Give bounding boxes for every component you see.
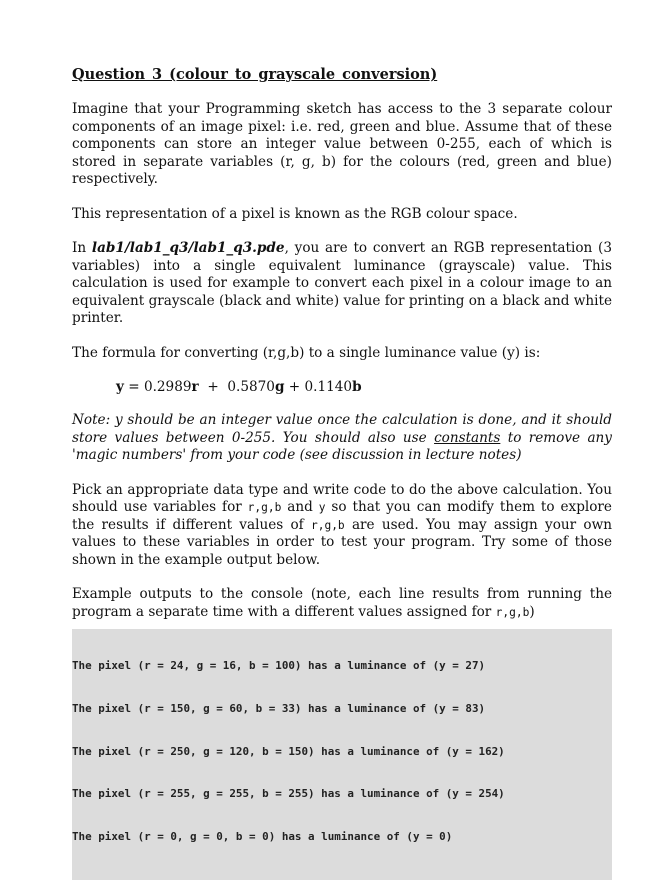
file-path: lab1/lab1_q3/lab1_q3.pde	[91, 240, 285, 256]
console-line: The pixel (r = 24, g = 16, b = 100) has a luminance of (y = 27)	[72, 659, 486, 673]
instructions-paragraph	[72, 482, 612, 570]
console-output	[72, 629, 612, 880]
formula-y: y	[116, 379, 124, 395]
task-paragraph	[72, 240, 612, 328]
question-heading: Question 3 (colour to grayscale conversion)	[72, 66, 438, 83]
instr-t2: and	[281, 499, 319, 515]
formula-plus1: + 0.5870	[198, 379, 275, 395]
note-part1: Note: y should be an integer value once the calculation is done, and it should store values between 0-255. You should also use	[72, 412, 612, 446]
task-suffix: , you are to convert an RGB representation (3 variables) into a single equivalent luminance (grayscale) value. This calculation is used for example to convert each pixel in a colour image to an equivalent grayscale (black and white) value for printing on a black and white printer.	[72, 240, 612, 326]
formula-plus2: + 0.1140	[284, 379, 353, 395]
instr-t3: so that you can modify them to explore the results if different values of	[72, 499, 612, 533]
example-t2: )	[529, 603, 535, 620]
example-paragraph	[72, 586, 612, 621]
document-page	[72, 66, 612, 880]
example-t1: Example outputs to the console (note, each line results from running the program a separate time with a different values assigned for	[72, 586, 612, 620]
formula	[116, 379, 612, 395]
formula-intro: The formula for converting (r,g,b) to a single luminance value (y) is:	[72, 344, 541, 361]
formula-g: g	[274, 379, 285, 395]
formula-b: b	[352, 379, 362, 395]
console-line: The pixel (r = 0, g = 0, b = 0) has a luminance of (y = 0)	[72, 829, 453, 843]
task-prefix: In	[72, 240, 92, 256]
formula-eq: = 0.2989	[123, 379, 192, 395]
example-code-rgb: r,g,b	[495, 605, 530, 619]
constants-link: constants	[434, 429, 501, 446]
intro-paragraph: Imagine that your Programming sketch has access to the 3 separate colour components of an image pixel: i.e. red, green and blue. Assume that of these components can store an integer value between 0-255, each of which is stored in separate variables (r, g, b) for the colours (red, green and blue) respectively.	[72, 101, 612, 187]
formula-r: r	[191, 379, 199, 395]
rgb-paragraph: This representation of a pixel is known as the RGB colour space.	[72, 205, 518, 222]
instr-t4: are used. You may assign your own values to these variables in order to test your program. Try some of those shown in the example output below.	[72, 516, 612, 568]
console-line: The pixel (r = 150, g = 60, b = 33) has a luminance of (y = 83)	[72, 702, 486, 716]
console-line: The pixel (r = 250, g = 120, b = 150) has a luminance of (y = 162)	[72, 744, 505, 758]
instr-code-y: y	[318, 501, 326, 514]
note-paragraph	[72, 412, 612, 465]
note-part2: to remove any 'magic numbers' from your code (see discussion in lecture notes)	[72, 429, 612, 463]
instr-t1: Pick an appropriate data type and write code to do the above calculation. You should use variables for	[72, 481, 612, 515]
instr-code-rgb-2: r,g,b	[310, 518, 345, 532]
console-line: The pixel (r = 255, g = 255, b = 255) has a luminance of (y = 254)	[72, 787, 505, 801]
instr-code-rgb: r,g,b	[247, 501, 282, 514]
